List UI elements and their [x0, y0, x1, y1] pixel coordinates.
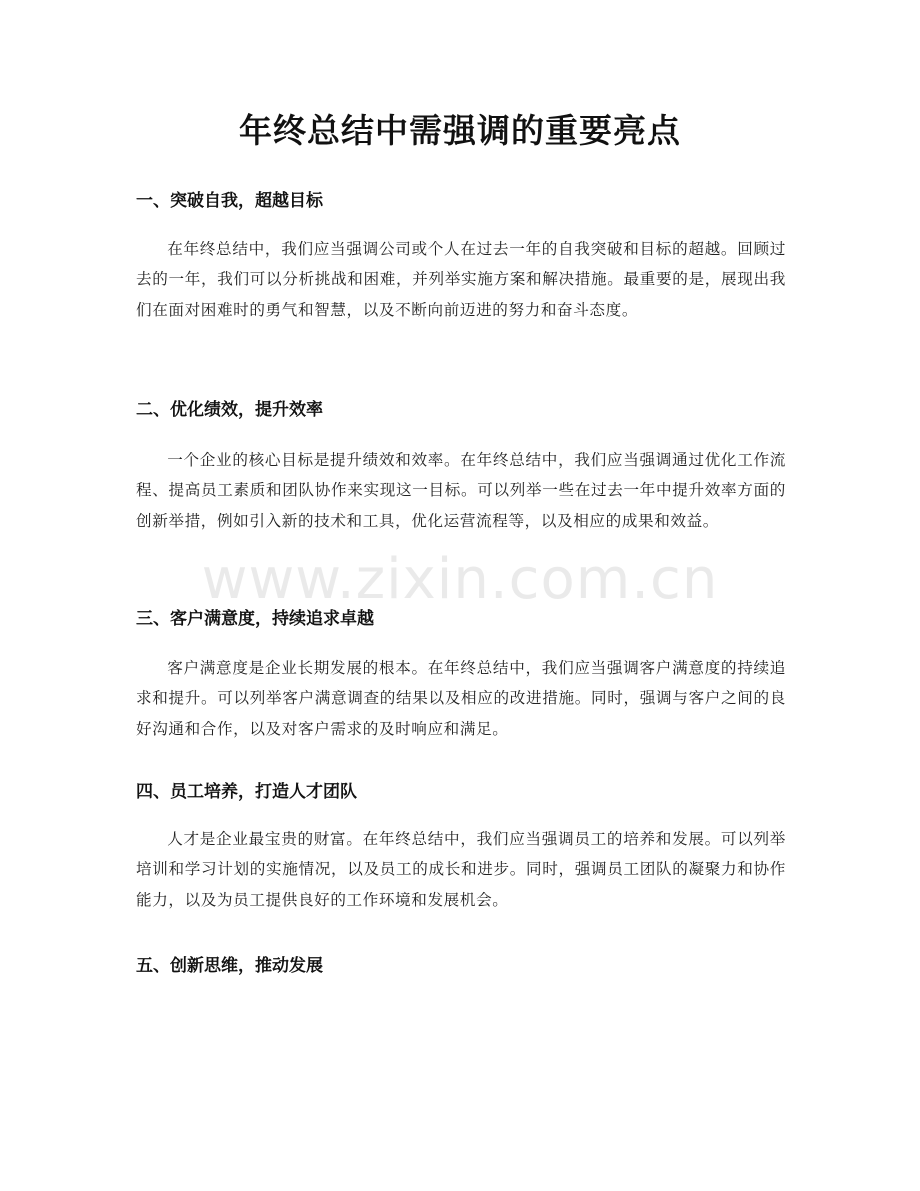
document-title: 年终总结中需强调的重要亮点 — [239, 111, 681, 150]
section-body-3: 客户满意度是企业长期发展的根本。在年终总结中，我们应当强调客户满意度的持续追求和提升。可以列举客户满意调查的结果以及相应的改进措施。同时，强调与客户之间的良好沟通和合作，以及对客户需求的及时响应和满足。 — [136, 659, 786, 738]
section-heading-4: 四、员工培养，打造人才团队 — [136, 782, 357, 802]
section-body-4: 人才是企业最宝贵的财富。在年终总结中，我们应当强调员工的培养和发展。可以列举培训和学习计划的实施情况，以及员工的成长和进步。同时，强调员工团队的凝聚力和协作能力，以及为员工提供良好的工作环境和发展机会。 — [136, 830, 786, 909]
watermark: www.zixin.com.cn — [201, 547, 719, 612]
section-heading-1: 一、突破自我，超越目标 — [136, 191, 323, 211]
section-body-2: 一个企业的核心目标是提升绩效和效率。在年终总结中，我们应当强调通过优化工作流程、提高员工素质和团队协作来实现这一目标。可以列举一些在过去一年中提升效率方面的创新举措，例如引入新的技术和工具，优化运营流程等，以及相应的成果和效益。 — [136, 451, 786, 530]
section-heading-3: 三、客户满意度，持续追求卓越 — [136, 609, 374, 629]
section-heading-2: 二、优化绩效，提升效率 — [136, 400, 323, 420]
section-heading-5: 五、创新思维，推动发展 — [136, 956, 323, 976]
section-body-1: 在年终总结中，我们应当强调公司或个人在过去一年的自我突破和目标的超越。回顾过去的一年，我们可以分析挑战和困难，并列举实施方案和解决措施。最重要的是，展现出我们在面对困难时的勇气和智慧，以及不断向前迈进的努力和奋斗态度。 — [136, 240, 786, 319]
